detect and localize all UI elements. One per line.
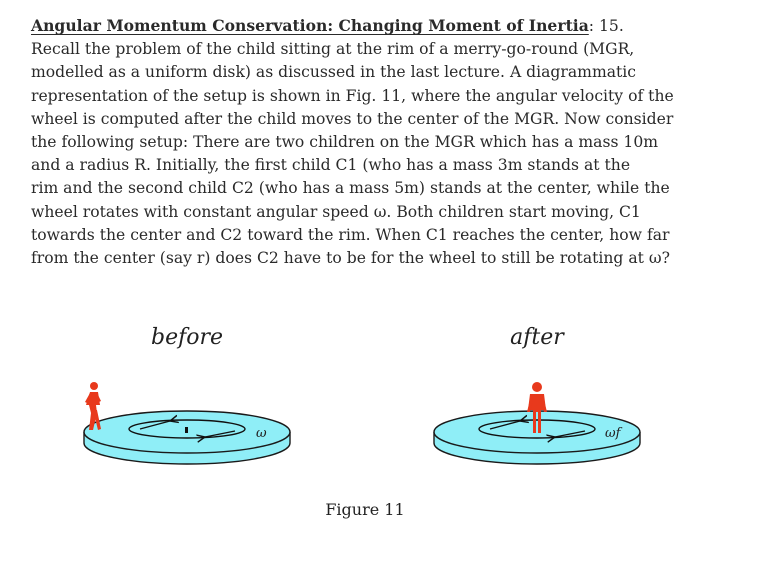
- disk-after: [434, 411, 640, 464]
- problem-number: 15.: [599, 17, 624, 35]
- problem-line: and a radius R. Initially, the first child C1 (who has a mass 3m stands at the: [31, 156, 631, 175]
- problem-line: wheel rotates with constant angular speed ω. Both children start moving, C1: [31, 202, 641, 221]
- problem-line: modelled as a uniform disk) as discussed in the last lecture. A diagrammatic: [31, 63, 637, 82]
- problem-line: representation of the setup is shown in Fig. 11, where the angular velocity of the: [31, 86, 674, 105]
- before-label: before: [150, 325, 224, 350]
- problem-line: the following setup: There are two children on the MGR which has a mass 10m: [31, 133, 659, 152]
- figure-caption: Figure 11: [325, 500, 405, 519]
- problem-line: Recall the problem of the child sitting at the rim of a merry-go-round (MGR,: [31, 40, 635, 59]
- child-before: [85, 382, 101, 430]
- omega-before-label: ω: [256, 426, 267, 441]
- problem-line: from the center (say r) does C2 have to be for the wheel to still be rotating at ω?: [31, 249, 670, 268]
- omega-after-label: ωf: [605, 426, 621, 441]
- problem-title: Angular Momentum Conservation: Changing Moment of Inertia: [31, 16, 589, 35]
- disk-before: [84, 411, 290, 464]
- after-label: after: [510, 325, 564, 350]
- problem-line: towards the center and C2 toward the rim. When C1 reaches the center, how far: [31, 225, 670, 244]
- problem-line: wheel is computed after the child moves to the center of the MGR. Now consider: [31, 109, 674, 128]
- problem-line-1: Angular Momentum Conservation: Changing Moment of Inertia: 15.: [31, 16, 624, 35]
- problem-line: rim and the second child C2 (who has a mass 5m) stands at the center, while the: [31, 179, 670, 198]
